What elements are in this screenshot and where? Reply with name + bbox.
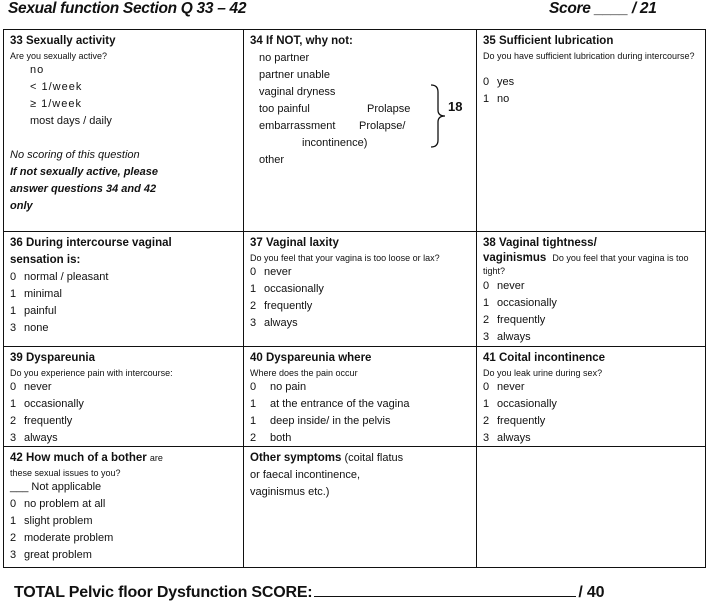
question-title-suffix: are bbox=[149, 453, 163, 463]
scoring-note: No scoring of this question bbox=[10, 149, 140, 161]
question-title: sensation is: bbox=[10, 254, 81, 266]
option-label: frequently bbox=[497, 415, 546, 427]
option-label: never bbox=[497, 381, 525, 393]
option[interactable] bbox=[483, 430, 699, 447]
instruction-note: only bbox=[10, 200, 33, 212]
option-label: frequently bbox=[24, 415, 73, 427]
option-label: always bbox=[264, 317, 298, 329]
other-symptoms-text: (coital flatus bbox=[344, 452, 404, 464]
option[interactable] bbox=[10, 269, 238, 286]
option-score: 0 bbox=[10, 271, 17, 283]
question-33-cell bbox=[4, 30, 244, 231]
option-score: 1 bbox=[10, 288, 17, 300]
option-score: 3 bbox=[10, 432, 17, 444]
option-label: both bbox=[270, 432, 292, 444]
question-40-cell bbox=[244, 347, 477, 446]
side-note: incontinence) bbox=[302, 137, 368, 149]
question-subtitle: these sexual issues to you? bbox=[10, 468, 121, 478]
option-label: great problem bbox=[24, 549, 92, 561]
na-blank: ___ bbox=[10, 481, 29, 493]
option[interactable] bbox=[10, 530, 238, 547]
question-title: 35 Sufficient lubrication bbox=[483, 35, 614, 47]
side-note: Prolapse bbox=[367, 103, 411, 115]
option-label: painful bbox=[24, 305, 57, 317]
option-score: 0 bbox=[10, 381, 17, 393]
option[interactable] bbox=[483, 91, 699, 108]
option-label: frequently bbox=[497, 314, 546, 326]
option[interactable]: < 1/week bbox=[30, 81, 83, 93]
option[interactable] bbox=[10, 379, 238, 396]
score-blank[interactable]: ____ bbox=[594, 0, 628, 17]
option-score: 2 bbox=[483, 314, 490, 326]
option-not-applicable[interactable] bbox=[10, 479, 238, 496]
option[interactable]: no bbox=[30, 64, 45, 76]
option-label: occasionally bbox=[497, 398, 557, 410]
option[interactable] bbox=[250, 396, 471, 413]
option-label: occasionally bbox=[497, 297, 557, 309]
question-subtitle: Do you feel that your vagina is too loose or lax? bbox=[250, 253, 440, 263]
side-note: Prolapse/ bbox=[359, 120, 406, 132]
option[interactable]: partner unable bbox=[259, 69, 330, 81]
question-38-cell bbox=[477, 232, 705, 346]
other-symptoms-title: Other symptoms bbox=[250, 452, 342, 464]
option[interactable] bbox=[10, 547, 238, 564]
question-title: 33 Sexually activity bbox=[10, 35, 116, 47]
score-max: / 21 bbox=[631, 0, 657, 17]
instruction-note: If not sexually active, please bbox=[10, 166, 158, 178]
option-score: 3 bbox=[483, 331, 490, 343]
option-label: always bbox=[497, 331, 531, 343]
option-label: deep inside/ in the pelvis bbox=[270, 415, 391, 427]
option[interactable] bbox=[10, 413, 238, 430]
option[interactable] bbox=[10, 303, 238, 320]
question-title: vaginismus bbox=[483, 252, 547, 264]
question-title: 34 If NOT, why not: bbox=[250, 35, 353, 47]
option-score: 2 bbox=[250, 432, 257, 444]
option-label: embarrassment bbox=[259, 120, 336, 132]
option[interactable] bbox=[250, 413, 471, 430]
option-label: none bbox=[24, 322, 49, 334]
question-title: 41 Coital incontinence bbox=[483, 352, 606, 364]
option[interactable] bbox=[483, 413, 699, 430]
question-title: 36 During intercourse vaginal bbox=[10, 237, 172, 249]
option-score: 1 bbox=[10, 398, 17, 410]
option-label: always bbox=[497, 432, 531, 444]
question-title: 42 How much of a bother bbox=[10, 452, 147, 464]
option-label: never bbox=[497, 280, 525, 292]
option[interactable] bbox=[250, 281, 471, 298]
option[interactable] bbox=[483, 329, 699, 346]
option[interactable] bbox=[250, 315, 471, 332]
option-label: at the entrance of the vagina bbox=[270, 398, 410, 410]
option-score: 1 bbox=[483, 93, 490, 105]
option-label: never bbox=[24, 381, 52, 393]
option[interactable]: vaginal dryness bbox=[259, 86, 336, 98]
option[interactable] bbox=[10, 320, 238, 337]
question-37-cell bbox=[244, 232, 477, 346]
option-label: minimal bbox=[24, 288, 62, 300]
empty-cell bbox=[477, 447, 705, 567]
option[interactable] bbox=[250, 430, 471, 447]
question-41-cell bbox=[477, 347, 705, 446]
option[interactable] bbox=[10, 396, 238, 413]
option-label: occasionally bbox=[264, 283, 324, 295]
option-score: 2 bbox=[10, 415, 17, 427]
question-36-cell bbox=[4, 232, 244, 346]
question-title: 38 Vaginal tightness/ bbox=[483, 237, 597, 249]
option-score: 0 bbox=[483, 280, 490, 292]
section-score bbox=[549, 0, 657, 18]
total-score-line bbox=[14, 582, 604, 602]
other-symptoms-text: or faecal incontinence, bbox=[250, 469, 361, 481]
option-score: 0 bbox=[483, 381, 490, 393]
questionnaire-table bbox=[3, 29, 706, 568]
option-score: 3 bbox=[250, 317, 257, 329]
other-symptoms-cell[interactable] bbox=[244, 447, 477, 567]
option[interactable] bbox=[10, 513, 238, 530]
brace-value: 18 bbox=[448, 99, 463, 114]
option-label: slight problem bbox=[24, 515, 93, 527]
option-score: 2 bbox=[250, 300, 257, 312]
option-score: 2 bbox=[483, 415, 490, 427]
option[interactable] bbox=[250, 298, 471, 315]
question-subtitle: Do you feel that your vagina is too tight? bbox=[483, 253, 689, 276]
option-score: 1 bbox=[10, 305, 17, 317]
option-score: 1 bbox=[10, 515, 17, 527]
question-title: 40 Dyspareunia where bbox=[250, 352, 372, 364]
total-score-label: TOTAL Pelvic floor Dysfunction SCORE: bbox=[14, 584, 313, 601]
option-label: moderate problem bbox=[24, 532, 114, 544]
option[interactable]: most days / daily bbox=[30, 115, 112, 127]
option-label: frequently bbox=[264, 300, 313, 312]
option[interactable] bbox=[250, 379, 471, 396]
option-label: always bbox=[24, 432, 58, 444]
question-title: 37 Vaginal laxity bbox=[250, 237, 339, 249]
option[interactable] bbox=[10, 430, 238, 447]
option-label: no bbox=[497, 93, 510, 105]
option-label: never bbox=[264, 266, 292, 278]
option[interactable]: ≥ 1/week bbox=[30, 98, 82, 110]
option-label: Not applicable bbox=[31, 481, 102, 493]
option[interactable]: other bbox=[259, 154, 285, 166]
option[interactable] bbox=[250, 264, 471, 281]
option-score: 1 bbox=[250, 415, 257, 427]
option-score: 1 bbox=[250, 283, 257, 295]
question-subtitle: Are you sexually active? bbox=[10, 51, 108, 61]
question-subtitle: Do you have sufficient lubrication during intercourse? bbox=[483, 51, 695, 61]
brace-icon bbox=[429, 84, 449, 148]
option-score: 1 bbox=[483, 398, 490, 410]
option[interactable] bbox=[483, 74, 699, 91]
question-35-cell bbox=[477, 30, 705, 231]
option-score: 2 bbox=[10, 532, 17, 544]
option-label: yes bbox=[497, 76, 515, 88]
total-score-blank[interactable] bbox=[314, 582, 576, 597]
option[interactable] bbox=[483, 379, 699, 396]
option-label: occasionally bbox=[24, 398, 84, 410]
option-score: 1 bbox=[250, 398, 257, 410]
option-score: 0 bbox=[250, 381, 257, 393]
option[interactable] bbox=[483, 295, 699, 312]
question-subtitle: Do you leak urine during sex? bbox=[483, 368, 603, 378]
total-score-max: / 40 bbox=[578, 584, 605, 601]
option-score: 0 bbox=[483, 76, 490, 88]
option[interactable] bbox=[10, 496, 238, 513]
instruction-note: answer questions 34 and 42 bbox=[10, 183, 157, 195]
option-label: no problem at all bbox=[24, 498, 106, 510]
option[interactable]: no partner bbox=[259, 52, 310, 64]
question-subtitle: Where does the pain occur bbox=[250, 368, 358, 378]
option-label: no pain bbox=[270, 381, 307, 393]
option-label: too painful bbox=[259, 103, 310, 115]
option-score: 3 bbox=[10, 549, 17, 561]
question-42-cell bbox=[4, 447, 244, 567]
option[interactable] bbox=[483, 312, 699, 329]
other-symptoms-text: vaginismus etc.) bbox=[250, 486, 330, 498]
option-score: 3 bbox=[483, 432, 490, 444]
score-label: Score bbox=[549, 0, 591, 17]
question-39-cell bbox=[4, 347, 244, 446]
option-score: 0 bbox=[10, 498, 17, 510]
option[interactable] bbox=[483, 396, 699, 413]
question-subtitle: Do you experience pain with intercourse: bbox=[10, 368, 173, 378]
option-score: 0 bbox=[250, 266, 257, 278]
option-label: normal / pleasant bbox=[24, 271, 109, 283]
option-score: 3 bbox=[10, 322, 17, 334]
option[interactable] bbox=[483, 278, 699, 295]
option-score: 1 bbox=[483, 297, 490, 309]
section-title: Sexual function Section Q 33 – 42 bbox=[8, 0, 247, 17]
question-title: 39 Dyspareunia bbox=[10, 352, 96, 364]
option[interactable] bbox=[10, 286, 238, 303]
